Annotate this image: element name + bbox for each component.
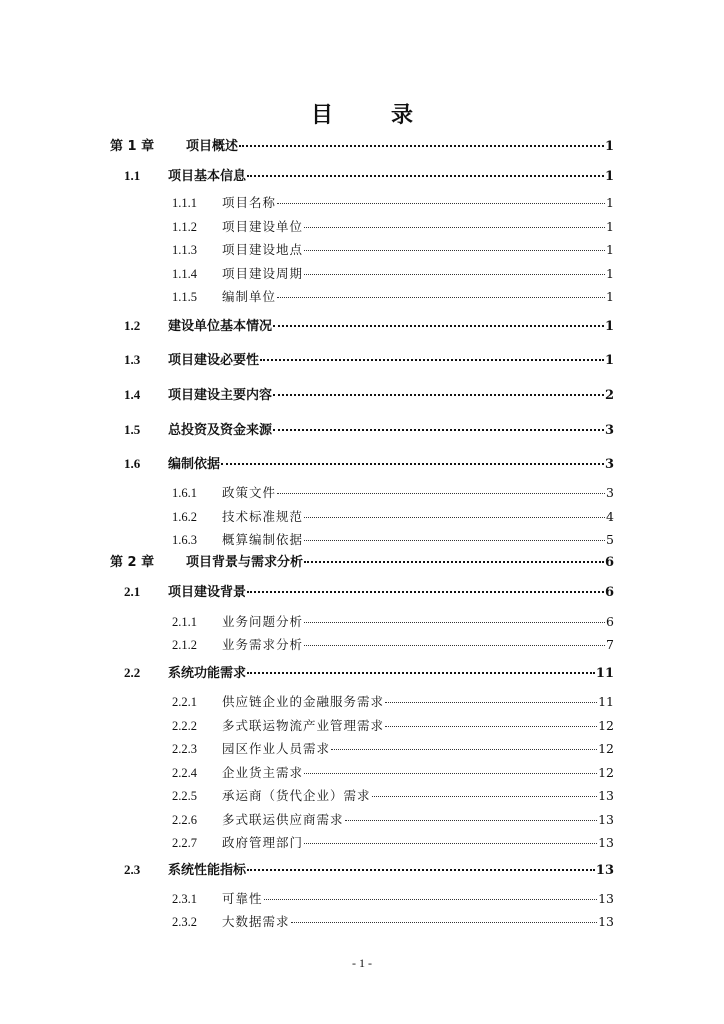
toc-entry-label: 系统功能需求 xyxy=(168,666,247,681)
toc-entry-page: 1 xyxy=(604,169,614,184)
dot-leader xyxy=(345,820,598,821)
dot-leader xyxy=(273,394,604,396)
toc-entry[interactable] xyxy=(124,350,614,370)
toc-entry[interactable] xyxy=(124,420,614,440)
toc-entry-label: 编制依据 xyxy=(168,457,221,472)
dot-leader xyxy=(304,540,605,541)
toc-entry-page: 6 xyxy=(604,585,614,600)
toc-entry-label: 项目建设主要内容 xyxy=(168,388,273,403)
toc-entry-number: 1.6 xyxy=(124,456,141,471)
toc-entry-number: 1.5 xyxy=(124,422,141,437)
toc-entry[interactable] xyxy=(172,889,614,909)
toc-entry-page: 13 xyxy=(598,788,614,803)
toc-entry-label: 大数据需求 xyxy=(222,914,290,929)
toc-entry-number: 2.3.2 xyxy=(172,915,197,929)
toc-entry[interactable] xyxy=(172,507,614,527)
toc-entry-page: 11 xyxy=(595,666,614,681)
toc-entry-page: 1 xyxy=(606,195,614,210)
toc-entry-page: 1 xyxy=(606,219,614,234)
toc-entry[interactable] xyxy=(172,912,614,932)
toc-entry-label: 政府管理部门 xyxy=(222,835,304,850)
toc-entry-page: 6 xyxy=(604,555,614,570)
toc-entry-number: 1.2 xyxy=(124,318,141,333)
toc-entry[interactable] xyxy=(110,553,614,573)
toc-entry-page: 13 xyxy=(598,891,614,906)
toc-entry[interactable] xyxy=(172,763,614,783)
toc-entry-page: 5 xyxy=(606,532,614,547)
page-number-footer: - 1 - xyxy=(352,956,372,970)
toc-entry-label: 编制单位 xyxy=(222,289,277,304)
toc-entry-number: 2.1.1 xyxy=(172,615,197,629)
toc-entry-label: 总投资及资金来源 xyxy=(168,423,273,438)
toc-entry-page: 1 xyxy=(604,353,614,368)
toc-entry-number: 2.3.1 xyxy=(172,892,197,906)
toc-entry[interactable] xyxy=(172,692,614,712)
toc-entry-number: 1.1.4 xyxy=(172,267,197,281)
toc-entry-label: 项目建设必要性 xyxy=(168,353,260,368)
dot-leader xyxy=(264,899,598,900)
toc-entry-label: 项目建设地点 xyxy=(222,242,304,257)
dot-leader xyxy=(273,325,604,327)
toc-entry-label: 业务问题分析 xyxy=(222,614,304,629)
toc-entry-number: 1.1.3 xyxy=(172,243,197,257)
toc-entry-number: 2.2.2 xyxy=(172,719,197,733)
dot-leader xyxy=(260,359,604,361)
toc-entry-label: 承运商（货代企业）需求 xyxy=(222,788,371,803)
toc-entry[interactable] xyxy=(172,716,614,736)
toc-entry-label: 政策文件 xyxy=(222,485,277,500)
toc-entry-page: 3 xyxy=(604,423,614,438)
toc-entry-page: 12 xyxy=(598,765,614,780)
toc-entry-page: 1 xyxy=(604,139,614,154)
dot-leader xyxy=(277,297,605,298)
dot-leader xyxy=(304,274,605,275)
toc-entry-page: 3 xyxy=(606,485,614,500)
toc-entry[interactable] xyxy=(172,612,614,632)
toc-entry[interactable] xyxy=(172,264,614,284)
dot-leader xyxy=(304,517,605,518)
toc-entry-page: 6 xyxy=(606,614,614,629)
toc-entry-number: 2.2.3 xyxy=(172,742,197,756)
toc-entry-page: 2 xyxy=(604,388,614,403)
toc-entry-page: 7 xyxy=(606,637,614,652)
toc-entry-page: 1 xyxy=(606,289,614,304)
toc-entry-number: 1.1.2 xyxy=(172,220,197,234)
toc-entry[interactable] xyxy=(172,810,614,830)
toc-entry-number: 2.1 xyxy=(124,584,141,599)
dot-leader xyxy=(304,645,605,646)
toc-entry[interactable] xyxy=(124,582,614,602)
toc-entry[interactable] xyxy=(124,166,614,186)
toc-entry-label: 多式联运物流产业管理需求 xyxy=(222,718,385,733)
toc-entry[interactable] xyxy=(172,483,614,503)
toc-entry-page: 1 xyxy=(604,319,614,334)
toc-entry[interactable] xyxy=(124,316,614,336)
toc-entry-page: 13 xyxy=(595,863,614,878)
toc-entry-page: 13 xyxy=(598,914,614,929)
dot-leader xyxy=(304,773,597,774)
toc-entry-number: 第 1 章 xyxy=(110,139,155,154)
toc-entry[interactable] xyxy=(172,530,614,550)
toc-entry-label: 多式联运供应商需求 xyxy=(222,812,344,827)
dot-leader xyxy=(304,227,605,228)
toc-entry-label: 供应链企业的金融服务需求 xyxy=(222,694,385,709)
toc-entry[interactable] xyxy=(172,635,614,655)
toc-entry-number: 2.2.6 xyxy=(172,813,197,827)
toc-entry-page: 12 xyxy=(598,718,614,733)
page-title: 目 录 xyxy=(310,103,431,128)
toc-entry-number: 2.2.5 xyxy=(172,789,197,803)
dot-leader xyxy=(385,702,597,703)
toc-entry-number: 1.1 xyxy=(124,168,141,183)
toc-entry-label: 可靠性 xyxy=(222,891,263,906)
toc-entry-page: 13 xyxy=(598,835,614,850)
toc-entry-label: 建设单位基本情况 xyxy=(168,319,273,334)
toc-entry-label: 技术标准规范 xyxy=(222,509,304,524)
toc-entry-label: 项目建设背景 xyxy=(168,585,247,600)
dot-leader xyxy=(372,796,598,797)
dot-leader xyxy=(291,922,598,923)
dot-leader xyxy=(247,869,595,871)
dot-leader xyxy=(304,250,605,251)
dot-leader xyxy=(273,429,604,431)
toc-entry-page: 1 xyxy=(606,266,614,281)
toc-entry[interactable] xyxy=(124,454,614,474)
toc-entry-page: 12 xyxy=(598,741,614,756)
toc-entry[interactable] xyxy=(124,385,614,405)
toc-entry-page: 1 xyxy=(606,242,614,257)
toc-entry-label: 项目概述 xyxy=(186,139,239,154)
dot-leader xyxy=(304,622,605,623)
toc-entry-label: 系统性能指标 xyxy=(168,863,247,878)
dot-leader xyxy=(247,591,604,593)
toc-entry-label: 业务需求分析 xyxy=(222,637,304,652)
toc-entry-page: 13 xyxy=(598,812,614,827)
dot-leader xyxy=(304,843,597,844)
toc-entry[interactable] xyxy=(110,137,614,157)
toc-entry-number: 第 2 章 xyxy=(110,555,155,570)
toc-entry-number: 2.1.2 xyxy=(172,638,197,652)
toc-entry-number: 1.4 xyxy=(124,387,141,402)
toc-entry-number: 2.3 xyxy=(124,862,141,877)
dot-leader xyxy=(221,463,604,465)
toc-entry-page: 3 xyxy=(604,457,614,472)
toc-entry-label: 园区作业人员需求 xyxy=(222,741,331,756)
toc-entry-number: 1.1.5 xyxy=(172,290,197,304)
toc-entry-number: 2.2 xyxy=(124,665,141,680)
toc-entry-label: 项目建设周期 xyxy=(222,266,304,281)
toc-entry-label: 项目基本信息 xyxy=(168,169,247,184)
toc-entry[interactable] xyxy=(172,287,614,307)
toc-entry-page: 11 xyxy=(598,694,614,709)
dot-leader xyxy=(304,561,604,563)
toc-entry-number: 2.2.4 xyxy=(172,766,197,780)
dot-leader xyxy=(385,726,597,727)
dot-leader xyxy=(247,175,604,177)
toc-entry-label: 项目名称 xyxy=(222,195,277,210)
toc-entry-number: 2.2.7 xyxy=(172,836,197,850)
toc-entry[interactable] xyxy=(172,240,614,260)
toc-entry[interactable] xyxy=(172,833,614,853)
toc-entry[interactable] xyxy=(124,663,614,683)
dot-leader xyxy=(331,749,597,750)
toc-entry-label: 企业货主需求 xyxy=(222,765,304,780)
toc-entry-number: 1.3 xyxy=(124,352,141,367)
toc-entry-label: 项目背景与需求分析 xyxy=(186,555,304,570)
dot-leader xyxy=(247,672,595,674)
toc-entry-page: 4 xyxy=(606,509,614,524)
toc-entry[interactable] xyxy=(172,739,614,759)
toc-entry-label: 概算编制依据 xyxy=(222,532,304,547)
toc-entry-number: 1.6.1 xyxy=(172,486,197,500)
toc-entry[interactable] xyxy=(172,217,614,237)
toc-entry-number: 1.6.2 xyxy=(172,510,197,524)
dot-leader xyxy=(277,493,605,494)
toc-entry-number: 1.1.1 xyxy=(172,196,197,210)
toc-entry[interactable] xyxy=(172,786,614,806)
dot-leader xyxy=(277,203,605,204)
dot-leader xyxy=(239,145,604,147)
toc-entry-label: 项目建设单位 xyxy=(222,219,304,234)
toc-entry-number: 1.6.3 xyxy=(172,533,197,547)
toc-entry-number: 2.2.1 xyxy=(172,695,197,709)
toc-entry[interactable] xyxy=(124,860,614,880)
toc-entry[interactable] xyxy=(172,193,614,213)
